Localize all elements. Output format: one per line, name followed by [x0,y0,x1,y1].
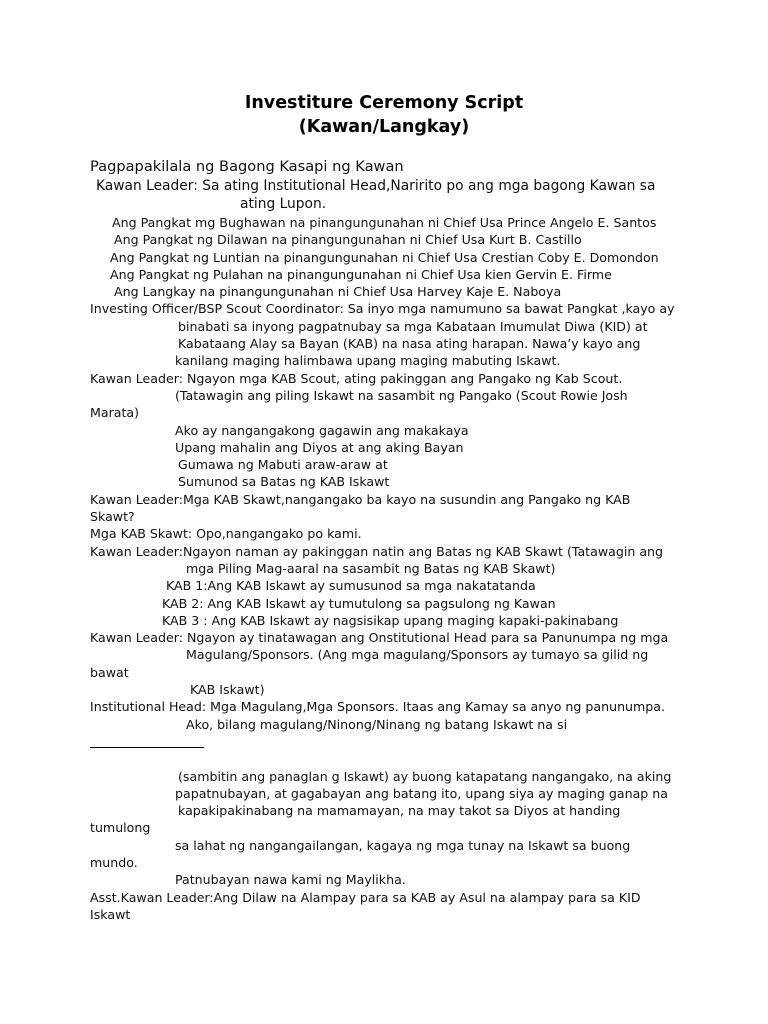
lead-line: ating Lupon. [240,196,327,212]
script-line: KAB 3 : Ang KAB Iskawt ay nagsisikap upang maging kapaki-pakinabang [162,612,619,628]
script-line: Patnubayan nawa kami ng Maylikha. [175,872,406,888]
script-line [0,750,768,767]
script-line: Ako ay nangangakong gagawin ang makakaya [175,422,469,438]
script-line: Ang Pangkat ng Pulahan na pinangungunahan ni Chief Usa kien Gervin E. Firme [110,266,612,282]
script-line: mga Piling Mag-aaral na sasambit ng Batas ng KAB Skawt) [186,560,556,576]
script-line: Magulang/Sponsors. (Ang mga magulang/Sponsors ay tumayo sa gilid ng [186,647,649,663]
script-line: Ako, bilang magulang/Ninong/Ninang ng batang Iskawt na si [186,716,568,732]
script-line: Upang mahalin ang Diyos at ang aking Bayan [175,439,464,455]
document-title [0,91,768,139]
script-line: Ang Pangkat ng Luntian na pinangungunahan ni Chief Usa Crestian Coby E. Domondon [110,249,659,265]
script-line: Ang Pangkat ng Dilawan na pinangungunahan ni Chief Usa Kurt B. Castillo [114,232,582,248]
script-line: KAB Iskawt) [190,682,265,698]
script-line: Iskawt [90,906,131,922]
script-line: Marata) [90,405,140,421]
script-line: Institutional Head: Mga Magulang,Mga Sponsors. Itaas ang Kamay sa anyo ng panunumpa. [90,699,666,715]
script-line: Kawan Leader: Ngayon mga KAB Scout, ating pakinggan ang Pangako ng Kab Scout. [90,370,623,386]
section-heading: Pagpapakilala ng Bagong Kasapi ng Kawan [90,158,404,175]
script-line: Kawan Leader: Ngayon ay tinatawagan ang Onstitutional Head para sa Panunumpa ng mga [90,630,669,646]
script-line: Ang Langkay na pinangungunahan ni Chief Usa Harvey Kaje E. Naboya [114,284,562,300]
script-line: Kawan Leader:Ngayon naman ay pakinggan natin ang Batas ng KAB Skawt (Tatawagin ang [90,543,664,559]
script-line: (Tatawagin ang piling Iskawt na sasambit ng Pangako (Scout Rowie Josh [175,387,628,403]
script-body [0,214,768,923]
script-line: (sambitin ang panaglan g Iskawt) ay buong katapatang nangangako, na aking [178,768,672,784]
signature-blank-line [90,747,204,748]
title-line-2: (Kawan/Langkay) [298,117,470,137]
script-line: papatnubayan, at gagabayan ang batang ito, upang siya ay maging ganap na [175,785,668,801]
script-line: Gumawa ng Mabuti araw-araw at [178,457,388,473]
script-line: Sumunod sa Batas ng KAB Iskawt [178,474,390,490]
script-line: mundo. [90,854,138,870]
lead-line: Kawan Leader: Sa ating Institutional Head,Naririto po ang mga bagong Kawan sa [96,178,656,194]
script-line: Kabataang Alay sa Bayan (KAB) na nasa ating harapan. Nawa’y kayo ang [178,336,641,352]
script-line: Kawan Leader:Mga KAB Skawt,nangangako ba kayo na susundin ang Pangako ng KAB [90,491,631,507]
script-line: Investing Officer/BSP Scout Coordinator: Sa inyo mga namumuno sa bawat Pangkat ,kayo ay [90,301,675,317]
script-line: Asst.Kawan Leader:Ang Dilaw na Alampay para sa KAB ay Asul na alampay para sa KID [90,889,641,905]
script-line: kanilang maging halimbawa upang maging mabuting Iskawt. [175,353,561,369]
script-line: bawat [90,664,129,680]
script-line: kapakipakinabang na mamamayan, na may takot sa Diyos at handing [178,803,621,819]
script-line: Mga KAB Skawt: Opo,nangangako po kami. [90,526,362,542]
script-line: KAB 1:Ang KAB Iskawt ay sumusunod sa mga nakatatanda [166,578,536,594]
script-line: binabati sa inyong pagpatnubay sa mga Kabataan Imumulat Diwa (KID) at [178,318,648,334]
title-line-1: Investiture Ceremony Script [244,93,524,113]
script-line: Skawt? [90,509,135,525]
script-line: sa lahat ng nangangailangan, kagaya ng mga tunay na Iskawt sa buong [175,837,631,853]
lead-paragraph [0,177,768,213]
script-line: Ang Pangkat mg Bughawan na pinangungunahan ni Chief Usa Prince Angelo E. Santos [112,215,657,230]
script-line: tumulong [90,820,151,836]
script-line: KAB 2: Ang KAB Iskawt ay tumutulong sa pagsulong ng Kawan [162,595,556,611]
